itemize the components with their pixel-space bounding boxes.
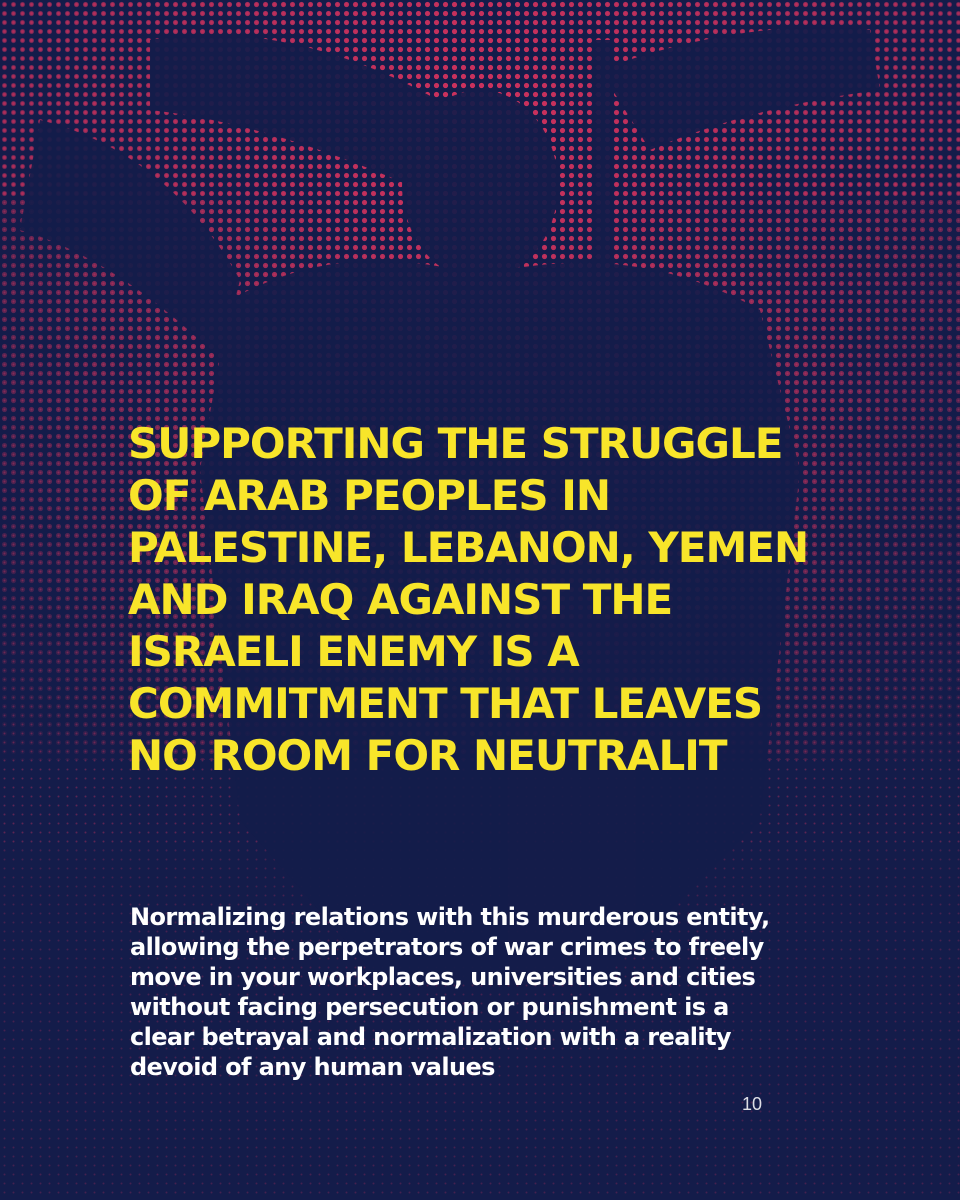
body-line: without facing persecution or punishment is a [130, 993, 729, 1021]
body-line: move in your workplaces, universities and cities [130, 963, 756, 991]
headline-line: SUPPORTING THE STRUGGLE [128, 419, 783, 468]
page-number: 10 [742, 1094, 763, 1114]
headline-line: PALESTINE, LEBANON, YEMEN [128, 523, 809, 572]
body-line: Normalizing relations with this murderous entity, [130, 903, 770, 931]
headline-line: COMMITMENT THAT LEAVES [128, 679, 763, 728]
headline [128, 418, 918, 782]
body-paragraph [130, 902, 850, 1082]
headline-line: OF ARAB PEOPLES IN [128, 471, 611, 520]
body-line: clear betrayal and normalization with a reality [130, 1023, 731, 1051]
body-line: allowing the perpetrators of war crimes to freely [130, 933, 764, 961]
body-line: devoid of any human values [130, 1053, 495, 1081]
headline-line: ISRAELI ENEMY IS A [128, 627, 579, 676]
headline-line: AND IRAQ AGAINST THE [128, 575, 673, 624]
headline-line: NO ROOM FOR NEUTRALIT [128, 731, 727, 780]
